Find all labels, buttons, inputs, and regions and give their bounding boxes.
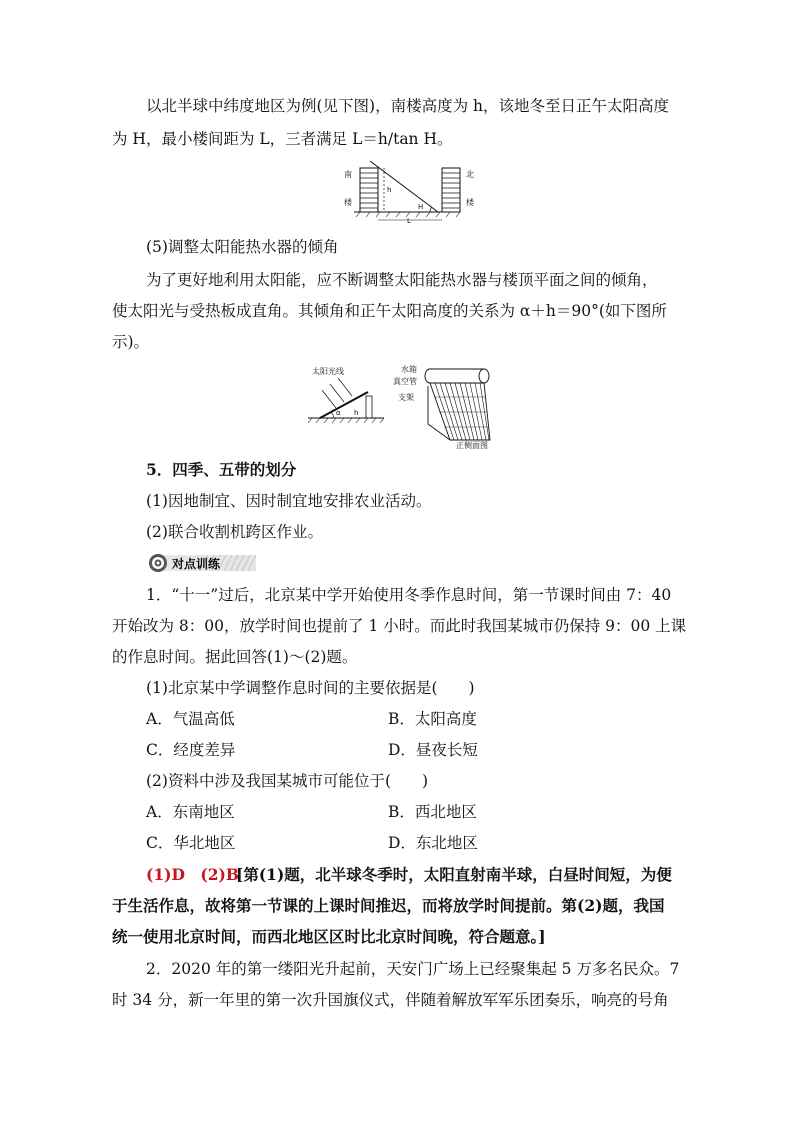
option-a: A．东南地区 (146, 803, 235, 821)
water-tank-label: 水箱 (401, 365, 417, 374)
h-angle-label: h (354, 409, 359, 417)
solar-heater-figure (300, 362, 500, 450)
text-line: 为 H，最小楼间距为 L，三者满足 L＝h/tan H。 (112, 130, 453, 148)
practice-badge (148, 553, 264, 573)
text-line: 为了更好地利用太阳能，应不断调整太阳能热水器与楼顶平面之间的倾角， (146, 271, 658, 289)
section-heading: 5．四季、五带的划分 (146, 460, 297, 479)
option-d: D．昼夜长短 (388, 741, 478, 759)
option-c: C．华北地区 (146, 834, 236, 852)
question-stem: 2．2020 年的第一缕阳光升起前，天安门广场上已经聚集起 5 万多名民众。7 (146, 960, 680, 978)
option-b: B．太阳高度 (388, 710, 477, 728)
south-label-2: 楼 (344, 198, 352, 207)
text-line: (2)联合收割机跨区作业。 (146, 523, 323, 541)
sub-question: (1)北京某中学调整作息时间的主要依据是( ) (146, 679, 475, 697)
text-line: 使太阳光与受热板成直角。其倾角和正午太阳高度的关系为 α＋h＝90°(如下图所 (112, 302, 667, 320)
question-stem: 的作息时间。据此回答(1)～(2)题。 (112, 648, 358, 666)
option-c: C．经度差异 (146, 741, 236, 759)
explanation: [第(1)题，北半球冬季时，太阳直射南半球，白昼时间短，为便 (236, 865, 672, 884)
text-line: 示)。 (112, 333, 150, 351)
text-line: (1)因地制宜、因时制宜地安排农业活动。 (146, 492, 432, 510)
L-label: L (407, 217, 411, 225)
text-line: 以北半球中纬度地区为例(见下图)，南楼高度为 h，该地冬至日正午太阳高度 (146, 97, 670, 115)
answer: (1)D (2)B (146, 865, 239, 884)
building-spacing-figure (340, 160, 480, 230)
view-label: 正侧面图 (456, 441, 488, 450)
vacuum-tube-label: 真空管 (393, 377, 417, 386)
question-stem: 时 34 分，新一年里的第一次升国旗仪式，伴随着解放军军乐团奏乐，响亮的号角 (112, 991, 669, 1009)
h-label: h (387, 186, 392, 194)
sub-question: (2)资料中涉及我国某城市可能位于( ) (146, 772, 429, 790)
north-label-2: 楼 (466, 198, 474, 207)
bracket-label: 支架 (398, 393, 414, 402)
sunlight-label: 太阳光线 (312, 367, 344, 376)
question-stem: 1．“十一”过后，北京某中学开始使用冬季作息时间，第一节课时间由 7：40 (146, 586, 672, 604)
explanation: 统一使用北京时间，而西北地区区时比北京时间晚，符合题意。] (112, 927, 546, 946)
north-label-1: 北 (466, 170, 474, 179)
explanation: 于生活作息，故将第一节课的上课时间推迟，而将放学时间提前。第(2)题，我国 (112, 896, 665, 915)
option-d: D．东北地区 (388, 834, 478, 852)
option-a: A．气温高低 (146, 710, 235, 728)
south-label-1: 南 (344, 170, 352, 179)
option-b: B．西北地区 (388, 803, 477, 821)
section-title: (5)调整太阳能热水器的倾角 (146, 238, 339, 256)
badge-label: 对点训练 (172, 557, 221, 571)
H-label: H (418, 203, 424, 211)
alpha-label: α (336, 409, 341, 417)
question-stem: 开始改为 8：00，放学时间也提前了 1 小时。而此时我国某城市仍保持 9：00 上课 (112, 617, 687, 635)
